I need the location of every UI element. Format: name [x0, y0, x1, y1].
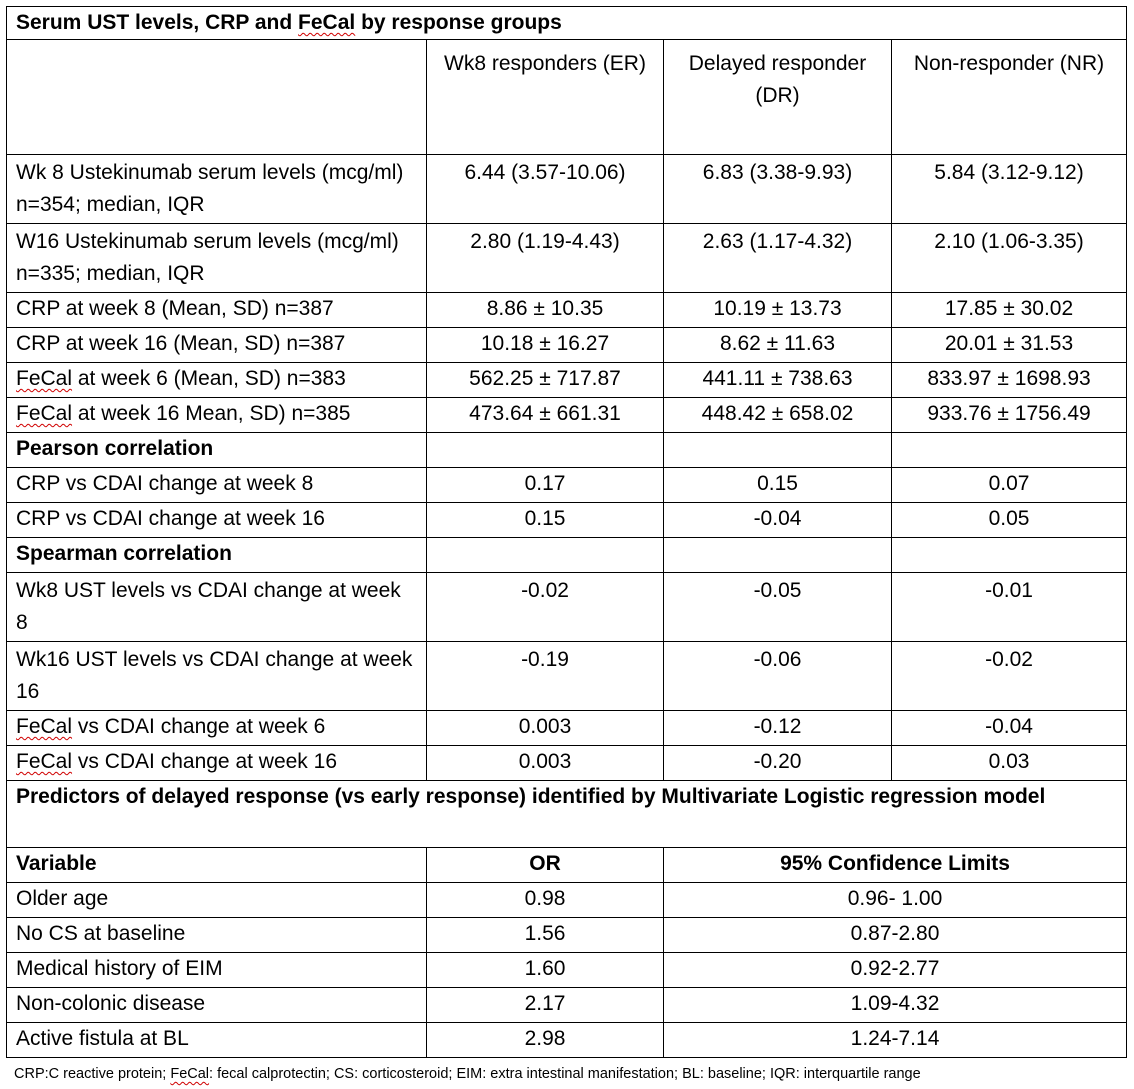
- row-label: FeCal at week 6 (Mean, SD) n=383: [7, 363, 427, 398]
- row-label: FeCal at week 16 Mean, SD) n=385: [7, 398, 427, 433]
- cell-nr: 0.03: [892, 746, 1127, 781]
- empty-cell: [664, 433, 892, 468]
- cell-nr: 933.76 ± 1756.49: [892, 398, 1127, 433]
- table-row: [7, 883, 1127, 918]
- table-row: [7, 398, 1127, 433]
- table-row: [7, 953, 1127, 988]
- row-label: CRP vs CDAI change at week 8: [7, 468, 427, 503]
- row-label: W16 Ustekinumab serum levels (mcg/ml) n=335; median, IQR: [7, 224, 427, 293]
- cell-dr: 441.11 ± 738.63: [664, 363, 892, 398]
- empty-cell: [664, 538, 892, 573]
- cell-dr: -0.12: [664, 711, 892, 746]
- row-label: FeCal vs CDAI change at week 6: [7, 711, 427, 746]
- row-label: CRP at week 8 (Mean, SD) n=387: [7, 293, 427, 328]
- table-row: [7, 711, 1127, 746]
- table-row: [7, 1023, 1127, 1058]
- cell-er: 0.003: [427, 746, 664, 781]
- cell-nr: -0.02: [892, 642, 1127, 711]
- col-or: OR: [427, 848, 664, 883]
- cell-er: 0.15: [427, 503, 664, 538]
- cell-er: -0.02: [427, 573, 664, 642]
- cell-nr: 20.01 ± 31.53: [892, 328, 1127, 363]
- cell-ci: 0.87-2.80: [664, 918, 1127, 953]
- header-nr: Non-responder (NR): [892, 40, 1127, 155]
- cell-nr: -0.01: [892, 573, 1127, 642]
- cell-ci: 0.96- 1.00: [664, 883, 1127, 918]
- table-row: [7, 746, 1127, 781]
- spearman-heading: Spearman correlation: [7, 538, 427, 573]
- table-row: [7, 642, 1127, 711]
- empty-cell: [427, 538, 664, 573]
- cell-er: 6.44 (3.57-10.06): [427, 155, 664, 224]
- cell-ci: 1.09-4.32: [664, 988, 1127, 1023]
- row-label: CRP vs CDAI change at week 16: [7, 503, 427, 538]
- cell-or: 2.98: [427, 1023, 664, 1058]
- predictors-header-row: [7, 848, 1127, 883]
- predictors-heading: Predictors of delayed response (vs early response) identified by Multivariate Logistic regression model: [7, 781, 1127, 848]
- table-row: [7, 573, 1127, 642]
- header-er: Wk8 responders (ER): [427, 40, 664, 155]
- table-row: [7, 224, 1127, 293]
- cell-nr: 0.05: [892, 503, 1127, 538]
- section-heading-row: [7, 433, 1127, 468]
- table-title: Serum UST levels, CRP and FeCal by response groups: [7, 7, 1127, 40]
- empty-cell: [427, 433, 664, 468]
- footnote: CRP:C reactive protein; FeCal: fecal calprotectin; CS: corticosteroid; EIM: extra intestinal manifestation; BL: baseline; IQR: interquartile range: [14, 1066, 921, 1082]
- cell-dr: 0.15: [664, 468, 892, 503]
- title-row: [7, 7, 1127, 40]
- cell-er: 0.003: [427, 711, 664, 746]
- cell-er: 473.64 ± 661.31: [427, 398, 664, 433]
- cell-dr: 448.42 ± 658.02: [664, 398, 892, 433]
- row-label: FeCal vs CDAI change at week 16: [7, 746, 427, 781]
- row-label: Wk8 UST levels vs CDAI change at week 8: [7, 573, 427, 642]
- cell-nr: 5.84 (3.12-9.12): [892, 155, 1127, 224]
- cell-or: 0.98: [427, 883, 664, 918]
- cell-er: 0.17: [427, 468, 664, 503]
- cell-nr: 833.97 ± 1698.93: [892, 363, 1127, 398]
- cell-dr: 10.19 ± 13.73: [664, 293, 892, 328]
- pearson-heading: Pearson correlation: [7, 433, 427, 468]
- cell-dr: 6.83 (3.38-9.93): [664, 155, 892, 224]
- header-blank-cell: [7, 40, 427, 155]
- section-heading-row: [7, 781, 1127, 848]
- cell-nr: 2.10 (1.06-3.35): [892, 224, 1127, 293]
- row-label: Older age: [7, 883, 427, 918]
- cell-ci: 1.24-7.14: [664, 1023, 1127, 1058]
- cell-nr: -0.04: [892, 711, 1127, 746]
- table-row: [7, 503, 1127, 538]
- cell-er: -0.19: [427, 642, 664, 711]
- cell-nr: 17.85 ± 30.02: [892, 293, 1127, 328]
- cell-dr: -0.04: [664, 503, 892, 538]
- table-row: [7, 155, 1127, 224]
- cell-or: 1.60: [427, 953, 664, 988]
- header-dr: Delayed responder (DR): [664, 40, 892, 155]
- cell-or: 1.56: [427, 918, 664, 953]
- row-label: Wk16 UST levels vs CDAI change at week 16: [7, 642, 427, 711]
- row-label: Wk 8 Ustekinumab serum levels (mcg/ml) n=354; median, IQR: [7, 155, 427, 224]
- results-table: [6, 6, 1127, 1058]
- cell-dr: -0.20: [664, 746, 892, 781]
- cell-ci: 0.92-2.77: [664, 953, 1127, 988]
- row-label: Non-colonic disease: [7, 988, 427, 1023]
- cell-dr: 2.63 (1.17-4.32): [664, 224, 892, 293]
- cell-dr: 8.62 ± 11.63: [664, 328, 892, 363]
- table-row: [7, 988, 1127, 1023]
- col-variable: Variable: [7, 848, 427, 883]
- table-row: [7, 363, 1127, 398]
- cell-dr: -0.05: [664, 573, 892, 642]
- table-row: [7, 918, 1127, 953]
- section-heading-row: [7, 538, 1127, 573]
- table-row: [7, 468, 1127, 503]
- table-row: [7, 328, 1127, 363]
- cell-er: 10.18 ± 16.27: [427, 328, 664, 363]
- row-label: Medical history of EIM: [7, 953, 427, 988]
- col-ci: 95% Confidence Limits: [664, 848, 1127, 883]
- row-label: CRP at week 16 (Mean, SD) n=387: [7, 328, 427, 363]
- table-row: [7, 293, 1127, 328]
- cell-er: 2.80 (1.19-4.43): [427, 224, 664, 293]
- cell-er: 562.25 ± 717.87: [427, 363, 664, 398]
- cell-dr: -0.06: [664, 642, 892, 711]
- empty-cell: [892, 538, 1127, 573]
- results-table-container: [6, 6, 1126, 1086]
- empty-cell: [892, 433, 1127, 468]
- row-label: Active fistula at BL: [7, 1023, 427, 1058]
- row-label: No CS at baseline: [7, 918, 427, 953]
- cell-or: 2.17: [427, 988, 664, 1023]
- cell-er: 8.86 ± 10.35: [427, 293, 664, 328]
- group-header-row: [7, 40, 1127, 155]
- cell-nr: 0.07: [892, 468, 1127, 503]
